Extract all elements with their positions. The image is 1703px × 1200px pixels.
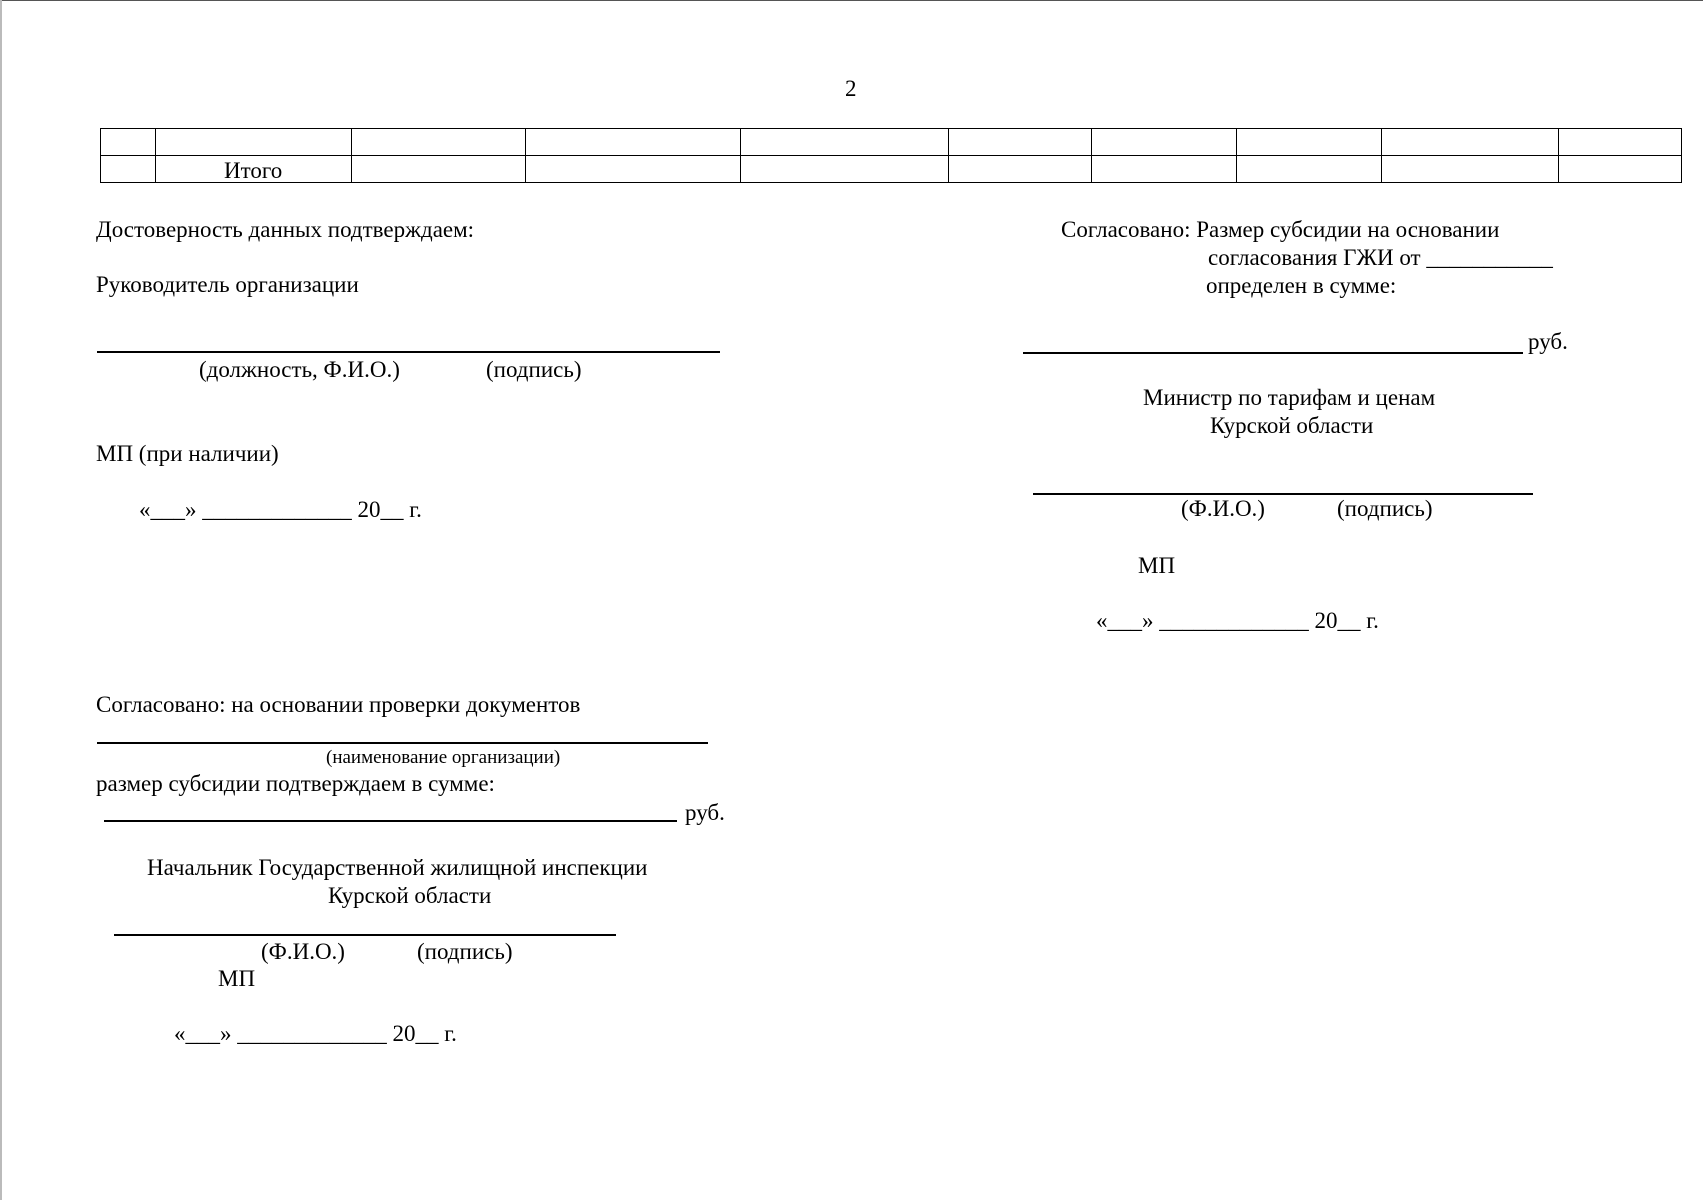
agreed-text-line1: Согласовано: Размер субсидии на основании <box>1061 217 1500 242</box>
confirm-sum-text: размер субсидии подтверждаем в сумме: <box>96 771 495 796</box>
table-cell <box>1382 129 1559 156</box>
stamp-text: МП <box>1138 553 1176 578</box>
signature-caption: (подпись) <box>417 939 513 964</box>
position-fio-caption: (должность, Ф.И.О.) <box>199 357 400 382</box>
table-cell <box>741 156 949 183</box>
amount-line <box>1023 352 1523 354</box>
fio-caption: (Ф.И.О.) <box>261 939 345 964</box>
table-cell <box>1559 156 1682 183</box>
agreed-docs-text: Согласовано: на основании проверки документов <box>96 692 581 717</box>
table-cell <box>1237 156 1382 183</box>
table-cell <box>741 129 949 156</box>
rub-label: руб. <box>685 800 725 825</box>
inspection-head-line1: Начальник Государственной жилищной инспекции <box>147 855 648 880</box>
stamp-text: МП <box>218 966 256 991</box>
head-of-org-text: Руководитель организации <box>96 272 359 297</box>
table-cell <box>101 129 156 156</box>
table-cell <box>1382 156 1559 183</box>
table-cell <box>526 156 741 183</box>
table-row-total <box>101 156 1682 183</box>
fio-caption: (Ф.И.О.) <box>1181 496 1265 521</box>
table-cell <box>1237 129 1382 156</box>
date-line: «___» _____________ 20__ г. <box>174 1021 457 1046</box>
inspection-head-line2: Курской области <box>328 883 492 908</box>
org-name-caption: (наименование организации) <box>326 747 561 768</box>
minister-title-line1: Министр по тарифам и ценам <box>1143 385 1436 410</box>
table-cell <box>1559 129 1682 156</box>
page-top-border <box>0 0 1703 1</box>
agreed-text-line3: определен в сумме: <box>1206 273 1397 298</box>
date-line: «___» _____________ 20__ г. <box>1096 608 1379 633</box>
total-label: Итого <box>156 156 352 183</box>
signature-line <box>114 934 616 936</box>
page-left-edge <box>0 0 2 1200</box>
table-cell <box>101 156 156 183</box>
org-name-line <box>97 742 708 744</box>
signature-line <box>97 351 720 353</box>
table-cell <box>949 129 1092 156</box>
date-line: «___» _____________ 20__ г. <box>139 497 422 522</box>
amount-line <box>104 820 677 822</box>
table-cell <box>352 156 526 183</box>
confirm-data-text: Достоверность данных подтверждаем: <box>96 217 475 242</box>
table-row <box>101 129 1682 156</box>
table-cell <box>1092 156 1237 183</box>
table-cell <box>526 129 741 156</box>
table-cell <box>156 129 352 156</box>
table-cell <box>352 129 526 156</box>
stamp-text: МП (при наличии) <box>96 441 279 466</box>
agreed-text-line2: согласования ГЖИ от ___________ <box>1208 245 1553 270</box>
page-number: 2 <box>845 76 857 101</box>
rub-label: руб. <box>1528 329 1568 354</box>
table-cell <box>1092 129 1237 156</box>
summary-table <box>100 128 1682 183</box>
signature-line <box>1033 493 1533 495</box>
table-cell <box>949 156 1092 183</box>
signature-caption: (подпись) <box>1337 496 1433 521</box>
signature-caption: (подпись) <box>486 357 582 382</box>
minister-title-line2: Курской области <box>1210 413 1374 438</box>
